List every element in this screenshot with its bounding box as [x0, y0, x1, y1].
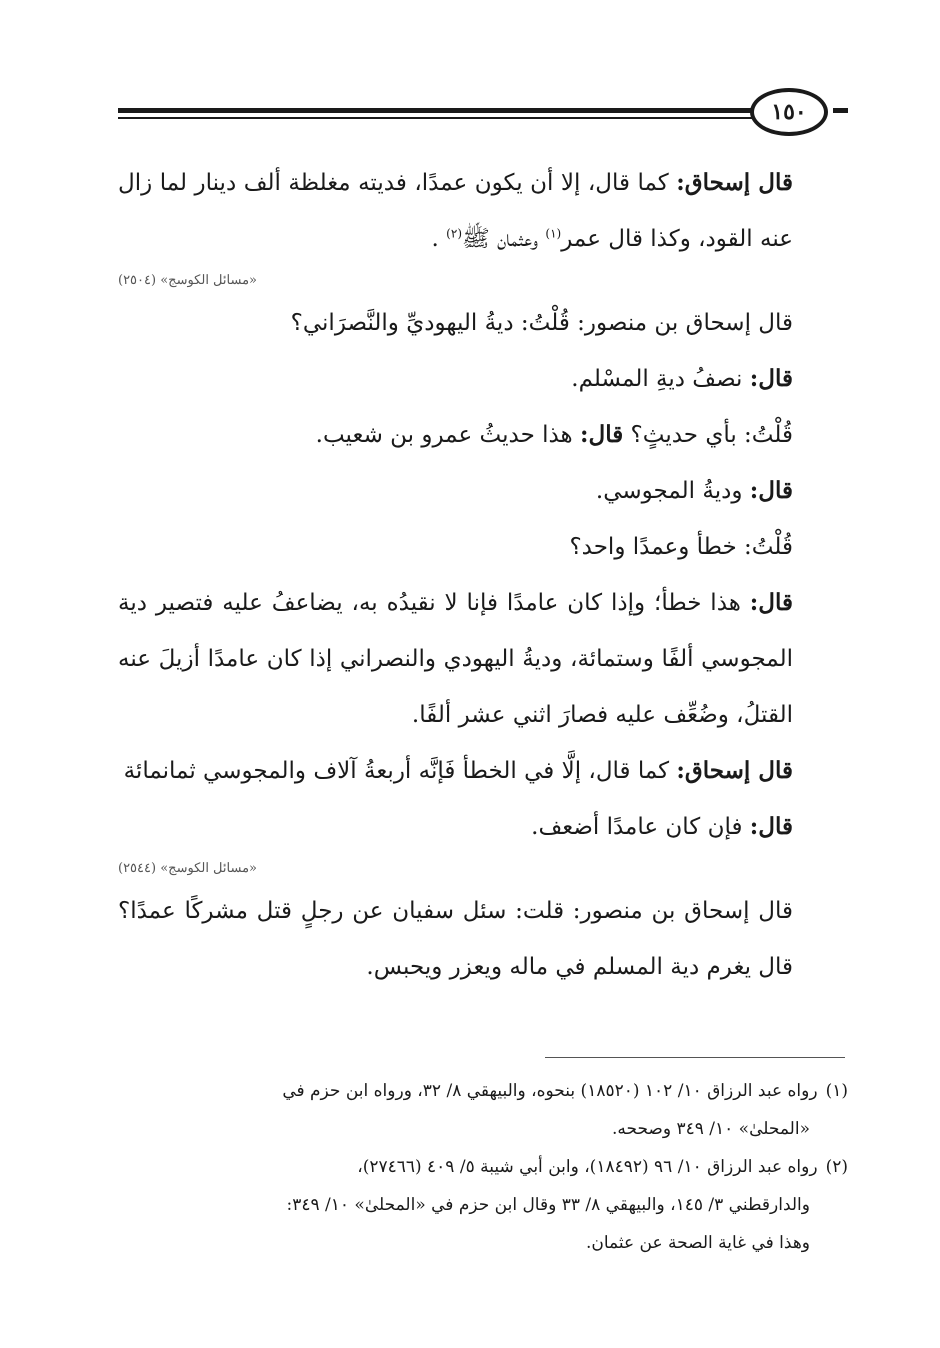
paragraph [118, 155, 848, 267]
footnote-text: «المحلىٰ» ١٠/ ٣٤٩ وصححه. [611, 1119, 810, 1139]
paragraph [118, 799, 848, 855]
footnote-text: رواه عبد الرزاق ١٠/ ١٠٢ (١٨٥٢٠) بنحوه، والبيهقي ٨/ ٣٢، ورواه ابن حزم في [282, 1081, 818, 1101]
paragraph-text: نصفُ ديةِ المسْلم. [571, 366, 750, 392]
paragraph: قال إسحاق بن منصور: قلت: سئل سفيان عن رجلٍ قتل مشركًا عمدًا؟ قال يغرم دية المسلم في ماله ويعزر ويحبس. [118, 898, 793, 980]
footnote-text: وهذا في غاية الصحة عن عثمان. [585, 1233, 810, 1253]
page-header [118, 88, 848, 140]
header-rule-right [833, 108, 848, 113]
speaker-label: قال إسحاق: [676, 169, 794, 196]
page-number: ١٥٠ [750, 88, 828, 136]
paragraph [118, 351, 848, 407]
speaker-label: قال: [749, 477, 793, 504]
paragraph-text: كما قال، إلَّا في الخطأ فَإنَّه أربعةُ آلاف والمجوسي ثمانمائة [123, 758, 677, 784]
paragraph-text: . [431, 226, 447, 252]
speaker-label: قال: [580, 421, 624, 448]
paragraph-text: هذا خطأ؛ وإذا كان عامدًا فإنا لا نقيدُه به، يضاعفُ عليه فتصير دية المجوسي ألفًا وستمائة، وديةُ اليهودي والنصراني إذا كان عامدًا أزيلَ عنه القتلُ، وضُعِّف عليه فصارَ اثني عشر ألفًا. [118, 590, 793, 728]
speaker-label: قال: [749, 365, 793, 392]
paragraph-text: فإن كان عامدًا أضعف. [531, 814, 750, 840]
footnote-ref[interactable]: (١) [545, 226, 562, 241]
paragraph-text: هذا حديثُ عمرو بن شعيب. [315, 422, 580, 448]
footnote-divider [545, 1057, 845, 1058]
footnote-number: (١) [825, 1081, 848, 1101]
header-rule-thin [118, 117, 758, 119]
footnote [118, 1148, 848, 1186]
paragraph [118, 407, 848, 463]
paragraph-text: كما قال، إلا أن يكون عمدًا، فديته مغلظة ألف دينار لما زال عنه القود، وكذا قال عمر [118, 170, 793, 252]
footnotes [118, 1072, 848, 1262]
paragraph: قال إسحاق بن منصور: قُلْتُ: ديةُ اليهوديِّ والنَّصرَاني؟ [290, 310, 793, 336]
speaker-label: قال إسحاق: [676, 757, 793, 784]
footnote-text: والدارقطني ٣/ ١٤٥، والبيهقي ٨/ ٣٣ وقال ابن حزم في «المحلىٰ» ١٠/ ٣٤٩: [286, 1195, 810, 1215]
paragraph: قُلْتُ: خطأ وعمدًا واحد؟ [569, 534, 793, 560]
source-citation: «مسائل الكوسج» (٢٥٤٤) [118, 861, 257, 876]
header-rule-thick [118, 108, 758, 113]
speaker-label: قال: [749, 813, 793, 840]
paragraph [118, 575, 848, 743]
paragraph-text: وعثمان ﷺ [462, 226, 546, 252]
footnote-ref[interactable]: (٢) [446, 226, 462, 241]
paragraph-text: وديةُ المجوسي. [595, 478, 750, 504]
footnote [118, 1072, 848, 1110]
paragraph [118, 743, 848, 799]
footnote-number: (٢) [825, 1157, 848, 1177]
source-citation: «مسائل الكوسج» (٢٥٠٤) [118, 273, 257, 288]
paragraph-text: قُلْتُ: بأي حديثٍ؟ [623, 422, 793, 448]
paragraph [118, 463, 848, 519]
speaker-label: قال: [749, 589, 793, 616]
footnote-text: رواه عبد الرزاق ١٠/ ٩٦ (١٨٤٩٢)، وابن أبي شيبة ٥/ ٤٠٩ (٢٧٤٦٦)، [357, 1157, 818, 1177]
main-text [118, 155, 848, 995]
